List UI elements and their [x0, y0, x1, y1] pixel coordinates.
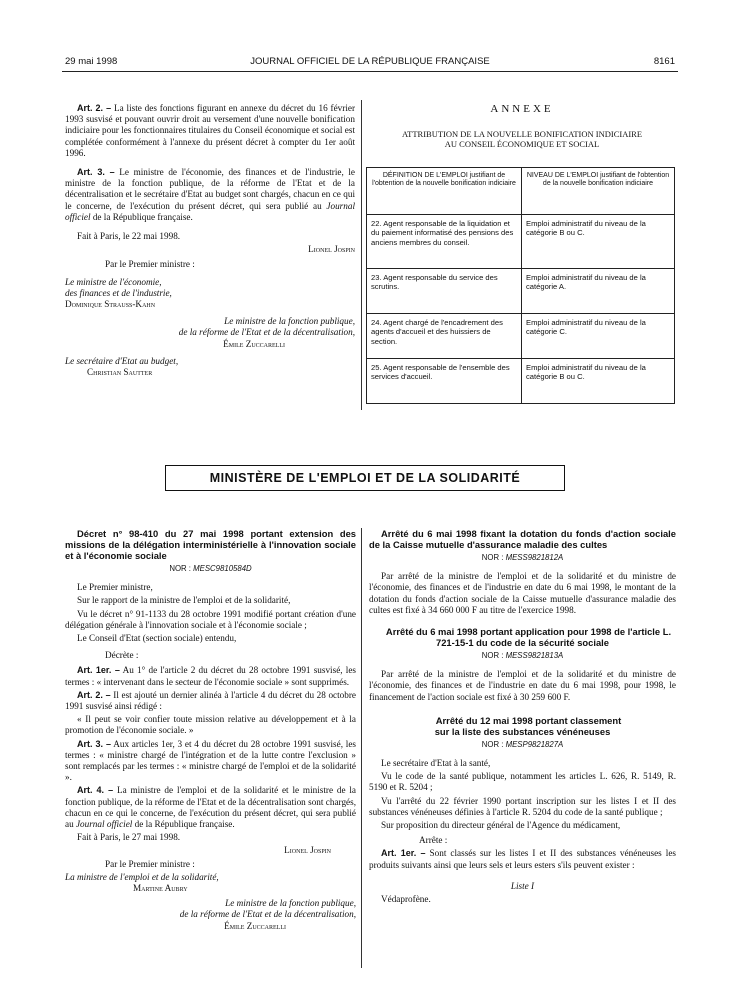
nor-code: MESC9810584D: [193, 564, 252, 573]
arrete-2-title: Arrêté du 6 mai 1998 portant application pour 1998 de l'article L. 721-15-1 du code de la sécurité sociale: [385, 626, 672, 649]
paragraph: Sur le rapport de la ministre de l'emploi et de la solidarité,: [77, 595, 291, 606]
article-3-text-end: de la République française.: [92, 211, 193, 222]
annexe-title: ANNEXE: [490, 103, 554, 115]
article-2-text: La liste des fonctions figurant en annexe du décret du 16 février 1993 susvisé et pouvant ouvrir droit au versement d'une nouvelle bonification indiciaire pour les fonctionnaires titulaires du Conseil économique et social est complétée conformément à l'annexe du présent décret à compter du 1er août 1996.: [65, 103, 356, 158]
article-text: Aux articles 1er, 3 et 4 du décret du 28 octobre 1991 susvisé, les termes : « ministre chargé de l'intégration et de la lutte contre l'exclusion » sont remplacés par les termes : « ministre chargé de l'emploi et de la solidarité ».: [65, 738, 356, 783]
arretes-column: [369, 528, 676, 907]
decret-nor: [65, 563, 356, 574]
paragraph: Vu l'arrêté du 22 février 1990 portant inscription sur les listes I et II des substances vénéneuses définies à l'article R. 5204 du code de la santé publique ;: [369, 795, 676, 817]
annexe-table: [366, 167, 675, 404]
paragraph: Le Conseil d'Etat (section sociale) entendu,: [77, 633, 237, 644]
article-text: Il est ajouté un dernier alinéa à l'article 4 du décret du 28 octobre 1991 susvisé ainsi rédigé :: [65, 689, 356, 712]
liste-heading: [369, 881, 676, 892]
decret-98-410: [65, 528, 356, 934]
article-label: Art. 3. –: [77, 738, 111, 749]
article-quote: « Il peut se voir confier toute mission relative au développement et à la promotion de l'économie sociale. »: [65, 714, 356, 736]
minister-name: Martine Aubry: [133, 883, 188, 894]
table-row: [367, 314, 675, 359]
journal-officiel-ref: Journal officiel: [65, 200, 356, 222]
cell-niveau: Emploi administratif du niveau de la catégorie B ou C.: [522, 215, 675, 269]
paragraph: Le secrétaire d'Etat à la santé,: [381, 758, 491, 769]
annexe-table-header: [367, 168, 675, 215]
arrete-3-title-line-2: sur la liste des substances vénéneuses: [434, 725, 611, 737]
decret-article-3: [65, 739, 356, 784]
minister-title: La ministre de l'emploi et de la solidarité,: [65, 871, 219, 882]
article-text: La ministre de l'emploi et de la solidarité et le ministre de la fonction publique, de la réforme de l'Etat et de la décentralisation sont chargés, chacun en ce qui le concerne, de l'exécution du présent décret, qui sera publié au: [65, 785, 357, 830]
decret-article-1: [65, 665, 356, 687]
par-le-premier-ministre: Par le Premier ministre :: [105, 259, 195, 270]
minister-3-name: Christian Sautter: [87, 367, 153, 378]
minister-1-title: Le ministre de l'économie,: [65, 276, 162, 287]
header-date: 29 mai 1998: [65, 56, 118, 67]
header-journal-title: JOURNAL OFFICIEL DE LA RÉPUBLIQUE FRANÇAISE: [250, 56, 490, 67]
decrete: Décrète :: [105, 650, 139, 661]
article-2: [65, 103, 355, 159]
header-rule: [62, 71, 678, 72]
nor-label: NOR :: [481, 739, 504, 749]
cell-definition: 22. Agent responsable de la liquidation et du paiement informatisé des pensions des anciens membres du conseil.: [367, 215, 522, 269]
cell-niveau: Emploi administratif du niveau de la catégorie C.: [522, 314, 675, 359]
page-header: [65, 56, 675, 70]
arrete-2-nor: [369, 650, 676, 661]
signer-name: Lionel Jospin: [308, 244, 355, 255]
arrete-3-article-1: [369, 848, 676, 870]
signer-name: Lionel Jospin: [284, 845, 331, 856]
annexe-subtitle-line-1: ATTRIBUTION DE LA NOUVELLE BONIFICATION INDICIAIRE: [401, 129, 643, 139]
article-label: Art. 1er. –: [77, 665, 120, 676]
minister-3-block: [65, 356, 355, 378]
decret-article-4: [65, 785, 356, 830]
paragraph: Vu le code de la santé publique, notamment les articles L. 626, R. 5149, R. 5190 et R. 5204 ;: [369, 771, 676, 793]
article-3-text: Le ministre de l'économie, des finances et de l'industrie, le ministre de la fonction publique, de la réforme de l'Etat et de la décentralisation et le secrétaire d'Etat au budget sont chargés, chacun en ce qui le concerne, de l'exécution du présent décret, qui sera publié au: [65, 167, 356, 211]
col-header-definition: DÉFINITION DE L'EMPLOI justifiant de l'obtention de la nouvelle bonification indiciaire: [367, 168, 522, 215]
arrete-1-title: Arrêté du 6 mai 1998 fixant la dotation du fonds d'action sociale de la Caisse mutuelle d'assurance maladie des cultes: [369, 528, 676, 550]
arrete-3-nor: [369, 739, 676, 750]
substance-item: Védaprofène.: [381, 894, 431, 905]
annexe-subtitle-line-2: AU CONSEIL ÉCONOMIQUE ET SOCIAL: [444, 139, 600, 149]
decret-article-2: [65, 690, 356, 712]
article-label: Art. 2. –: [77, 689, 111, 700]
minister-2-block: [65, 316, 355, 350]
arrete: Arrête :: [419, 835, 448, 846]
nor-label: NOR :: [481, 553, 504, 562]
decree-continuation: [65, 103, 355, 380]
cell-definition: 23. Agent responsable du service des scrutins.: [367, 269, 522, 314]
paragraph: Sur proposition du directeur général de l'Agence du médicament,: [381, 820, 621, 831]
table-row: [367, 269, 675, 314]
nor-code: MESS9821812A: [505, 553, 564, 562]
nor-code: MESS9821813A: [505, 651, 564, 661]
minister-2-name: Émile Zuccarelli: [223, 338, 285, 349]
nor-code: MESP9821827A: [505, 739, 564, 749]
minister-1-title-b: des finances et de l'industrie,: [65, 287, 172, 298]
minister-1-name: Dominique Strauss-Kahn: [65, 299, 156, 310]
arrete-2-text: Par arrêté de la ministre de l'emploi et de la solidarité et du ministre de l'économie, des finances et de l'industrie en date du 6 mai 1998, pour 1998, le financement de l'action sociale est fixé à 30 259 600 F.: [369, 669, 676, 702]
journal-officiel-ref: Journal officiel: [75, 819, 133, 830]
column-divider-bottom: [361, 528, 362, 968]
arrete-3-title-line-1: Arrêté du 12 mai 1998 portant classement: [435, 714, 622, 726]
minister-2-title: Le ministre de la fonction publique,: [224, 316, 355, 327]
table-row: [367, 215, 675, 269]
cell-definition: 24. Agent chargé de l'encadrement des agents d'accueil et des huissiers de section.: [367, 314, 522, 359]
article-text: Au 1° de l'article 2 du décret du 28 octobre 1991 susvisé, les termes : « intervenant dans le secteur de l'économie sociale » sont supprimés.: [65, 665, 356, 687]
minister-1-block: [65, 277, 355, 311]
arrete-1-text: Par arrêté de la ministre de l'emploi et de la solidarité et du ministre de l'économie, des finances et de l'industrie en date du 6 mai 1998, le montant de la dotation du fonds d'action sociale de la Caisse mutuelle d'assurance maladie des cultes est fixé à 34 660 000 F au titre de l'exercice 1998.: [369, 571, 676, 615]
arrete-1-nor: [369, 552, 676, 563]
cell-niveau: Emploi administratif du niveau de la catégorie A.: [522, 269, 675, 314]
header-page-number: 8161: [653, 56, 675, 67]
minister-title: Le ministre de la fonction publique,: [225, 898, 356, 909]
col-header-niveau: NIVEAU DE L'EMPLOI justifiant de l'obtention de la nouvelle bonification indiciaire: [522, 168, 675, 215]
article-text: Sont classés sur les listes I et II des substances vénéneuses les produits suivants ainsi que leurs sels et leurs esters s'ils peuvent exister :: [369, 848, 677, 870]
arrete-3-title: [369, 715, 676, 737]
ministry-banner: MINISTÈRE DE L'EMPLOI ET DE LA SOLIDARITÉ: [165, 465, 565, 491]
cell-definition: 25. Agent responsable de l'ensemble des services d'accueil.: [367, 359, 522, 404]
fait-a-paris: Fait à Paris, le 22 mai 1998.: [77, 231, 181, 242]
article-3-label: Art. 3. –: [77, 167, 115, 178]
decret-title: Décret n° 98-410 du 27 mai 1998 portant extension des missions de la délégation interministérielle à l'innovation sociale et à l'économie sociale: [65, 528, 356, 561]
minister-block-2: [65, 898, 356, 932]
article-2-label: Art. 2. –: [77, 103, 112, 113]
liste-label: Liste I: [510, 880, 535, 891]
article-3: [65, 167, 355, 223]
fait-a-paris: Fait à Paris, le 27 mai 1998.: [77, 832, 181, 843]
minister-2-title-b: de la réforme de l'Etat et de la décentralisation,: [178, 327, 355, 338]
column-divider-top: [361, 100, 362, 410]
cell-niveau: Emploi administratif du niveau de la catégorie B ou C.: [522, 359, 675, 404]
paragraph: Vu le décret n° 91-1133 du 28 octobre 1991 modifié portant création d'une délégation générale à l'innovation sociale et à l'économie sociale ;: [65, 608, 356, 630]
paragraph: Le Premier ministre,: [77, 582, 153, 593]
article-label: Art. 1er. –: [381, 848, 426, 859]
nor-label: NOR :: [169, 564, 191, 573]
minister-title-b: de la réforme de l'Etat et de la décentralisation,: [179, 909, 356, 920]
minister-block: [65, 872, 356, 894]
minister-3-title: Le secrétaire d'Etat au budget,: [65, 355, 179, 366]
minister-name: Émile Zuccarelli: [224, 920, 286, 931]
article-label: Art. 4. –: [77, 785, 114, 796]
table-row: [367, 359, 675, 404]
article-text-end: de la République française.: [134, 819, 235, 830]
par-le-premier-ministre: Par le Premier ministre :: [105, 858, 195, 869]
nor-label: NOR :: [481, 651, 504, 661]
annexe-subtitle: [372, 129, 672, 149]
